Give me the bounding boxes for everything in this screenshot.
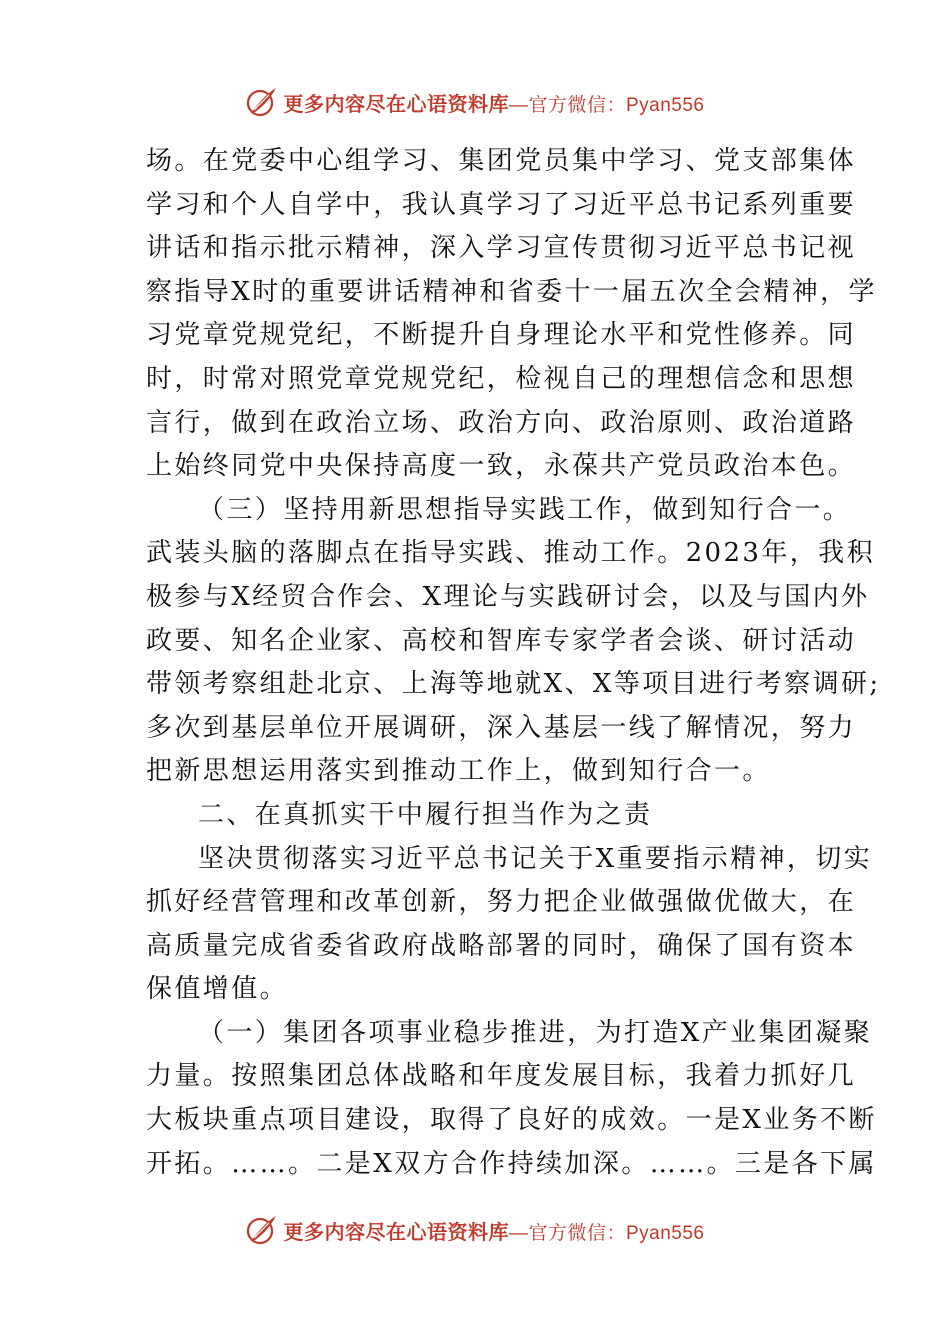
text-line: 力量。按照集团总体战略和年度发展目标，我着力抓好几 (146, 1061, 857, 1092)
quill-logo-icon (245, 1213, 279, 1247)
watermark-text (283, 1216, 704, 1245)
watermark-main: 更多内容尽在心语资料库 (283, 1219, 509, 1244)
text-line: 高质量完成省委省政府战略部署的同时，确保了国有资本 (146, 930, 857, 961)
section-heading: （三）坚持用新思想指导实践工作，做到知行合一。 (198, 494, 852, 525)
watermark-text (283, 88, 704, 117)
text-line: 言行，做到在政治立场、政治方向、政治原则、政治道路 (146, 407, 857, 438)
text-line: 把新思想运用落实到推动工作上，做到知行合一。 (146, 756, 771, 787)
text-line: 时，时常对照党章党规党纪，检视自己的理想信念和思想 (146, 363, 857, 394)
section-heading: （一）集团各项事业稳步推进，为打造X产业集团凝聚 (198, 1017, 873, 1048)
footer-watermark (0, 1210, 950, 1250)
text-line: 抓好经营管理和改革创新，努力把企业做强做优做大，在 (146, 887, 857, 918)
text-line: 讲话和指示批示精神，深入学习宣传贯彻习近平总书记视 (146, 233, 857, 264)
watermark-sub: —官方微信：Pyan556 (508, 94, 705, 116)
text-line: 开拓。……。二是X双方合作持续加深。……。三是各下属 (146, 1148, 877, 1179)
text-line: 坚决贯彻落实习近平总书记关于X重要指示精神，切实 (198, 843, 873, 874)
text-line: 政要、知名企业家、高校和智库专家学者会谈、研讨活动 (146, 625, 857, 656)
text-line: 学习和个人自学中，我认真学习了习近平总书记系列重要 (146, 189, 857, 220)
quill-logo-icon (245, 85, 279, 119)
text-line: 大板块重点项目建设，取得了良好的成效。一是X业务不断 (146, 1105, 877, 1136)
watermark-sub: —官方微信：Pyan556 (508, 1222, 705, 1244)
text-line: 武装头脑的落脚点在指导实践、推动工作。2023年，我积 (146, 538, 875, 569)
text-line: 上始终同党中央保持高度一致，永葆共产党员政治本色。 (146, 451, 857, 482)
chapter-heading: 二、在真抓实干中履行担当作为之责 (198, 799, 653, 830)
watermark-main: 更多内容尽在心语资料库 (283, 91, 509, 116)
document-body (146, 140, 881, 1186)
text-line: 场。在党委中心组学习、集团党员集中学习、党支部集体 (146, 146, 857, 176)
text-line: 保值增值。 (146, 974, 289, 1005)
text-line: 极参与X经贸合作会、X理论与实践研讨会，以及与国内外 (146, 581, 870, 612)
header-watermark (0, 82, 950, 122)
text-line: 习党章党规党纪，不断提升自身理论水平和党性修养。同 (146, 320, 857, 351)
text-line: 多次到基层单位开展调研，深入基层一线了解情况，努力 (146, 712, 857, 743)
text-line: 察指导X时的重要讲话精神和省委十一届五次全会精神，学 (146, 276, 877, 307)
text-line: 带领考察组赴北京、上海等地就X、X等项目进行考察调研; (146, 669, 881, 700)
